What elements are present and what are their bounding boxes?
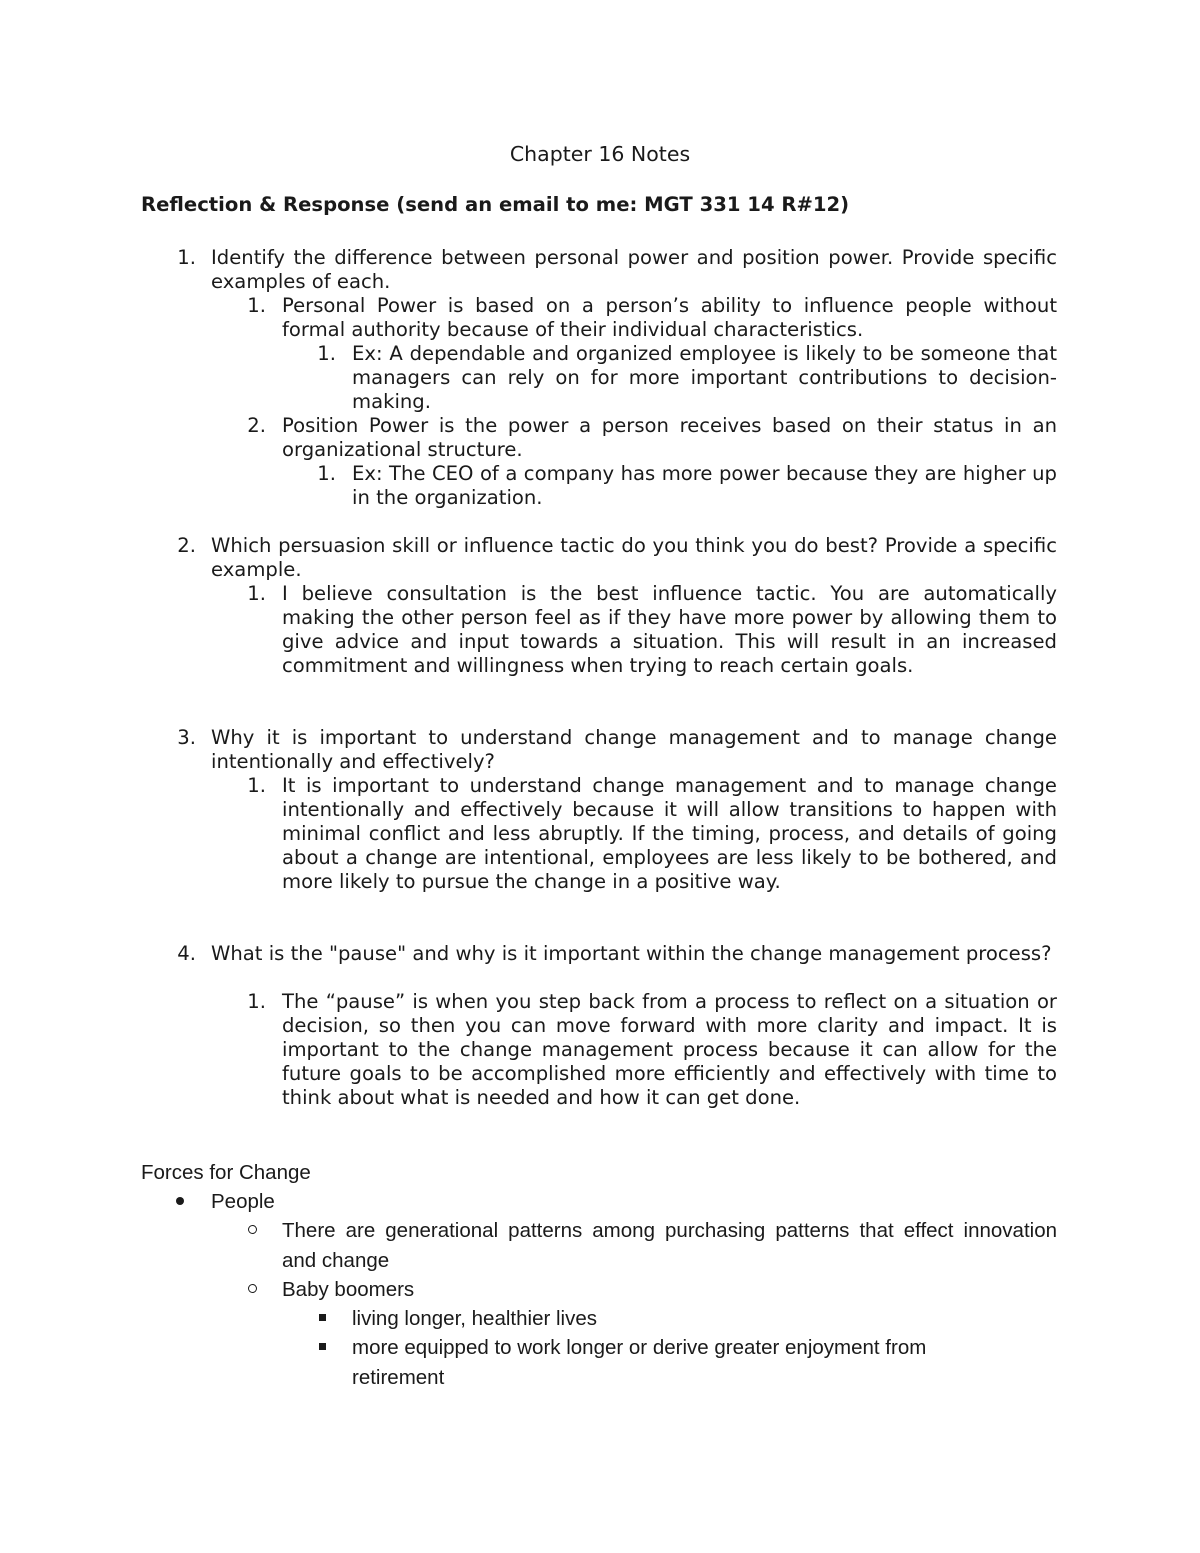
answer-number: 1.	[247, 990, 266, 1013]
bullet-circle-icon	[248, 1284, 257, 1293]
list-item: living longer, healthier lives	[352, 1307, 597, 1330]
bullet-square-icon	[319, 1314, 326, 1321]
question-text: Which persuasion skill or influence tactic do you think you do best? Provide a specific example.	[211, 534, 1057, 581]
question-number: 2.	[177, 534, 196, 557]
question-text: Why it is important to understand change management and to manage change intentionally and effectively?	[211, 726, 1057, 773]
bullet-square-icon	[319, 1343, 326, 1350]
example-number: 1.	[317, 342, 336, 365]
list-item: more equipped to work longer or derive greater enjoyment from retirement	[352, 1336, 927, 1389]
list-item: There are generational patterns among purchasing patterns that effect innovation and change	[282, 1219, 1057, 1272]
example-text: Ex: The CEO of a company has more power because they are higher up in the organization.	[352, 462, 1057, 509]
answer-text: Position Power is the power a person receives based on their status in an organizational structure.	[282, 414, 1057, 461]
answer-number: 1.	[247, 582, 266, 605]
question-number: 3.	[177, 726, 196, 749]
list-item: Baby boomers	[282, 1278, 415, 1301]
subtitle: Reflection & Response (send an email to me: MGT 331 14 R#12)	[141, 193, 850, 216]
example-number: 1.	[317, 462, 336, 485]
question-number: 4.	[177, 942, 196, 965]
answer-number: 1.	[247, 774, 266, 797]
answer-text: Personal Power is based on a person’s ability to influence people without formal authority because of their individual characteristics.	[282, 294, 1057, 341]
question-number: 1.	[177, 246, 196, 269]
answer-text: The “pause” is when you step back from a process to reflect on a situation or decision, so then you can move forward with more clarity and impact. It is important to the change management process because it can allow for the future goals to be accomplished more efficiently and effectively with time to think about what is needed and how it can get done.	[282, 990, 1057, 1109]
question-text: Identify the difference between personal power and position power. Provide specific examples of each.	[211, 246, 1057, 293]
section-heading: Forces for Change	[141, 1161, 311, 1184]
bullet-disc-icon	[176, 1197, 184, 1205]
answer-number: 1.	[247, 294, 266, 317]
question-text: What is the "pause" and why is it important within the change management process?	[211, 942, 1052, 965]
answer-number: 2.	[247, 414, 266, 437]
page-title: Chapter 16 Notes	[509, 142, 691, 166]
bullet-circle-icon	[248, 1225, 257, 1234]
answer-text: It is important to understand change management and to manage change intentionally and effectively because it will allow transitions to happen with minimal conflict and less abruptly. If the timing, process, and details of going about a change are intentional, employees are less likely to be bothered, and more likely to pursue the change in a positive way.	[282, 774, 1057, 893]
answer-text: I believe consultation is the best influence tactic. You are automatically making the other person feel as if they have more power by allowing them to give advice and input towards a situation. This will result in an increased commitment and willingness when trying to reach certain goals.	[282, 582, 1057, 677]
list-item: People	[211, 1190, 275, 1213]
example-text: Ex: A dependable and organized employee is likely to be someone that managers can rely on for more important contributions to decision-making.	[352, 342, 1057, 413]
